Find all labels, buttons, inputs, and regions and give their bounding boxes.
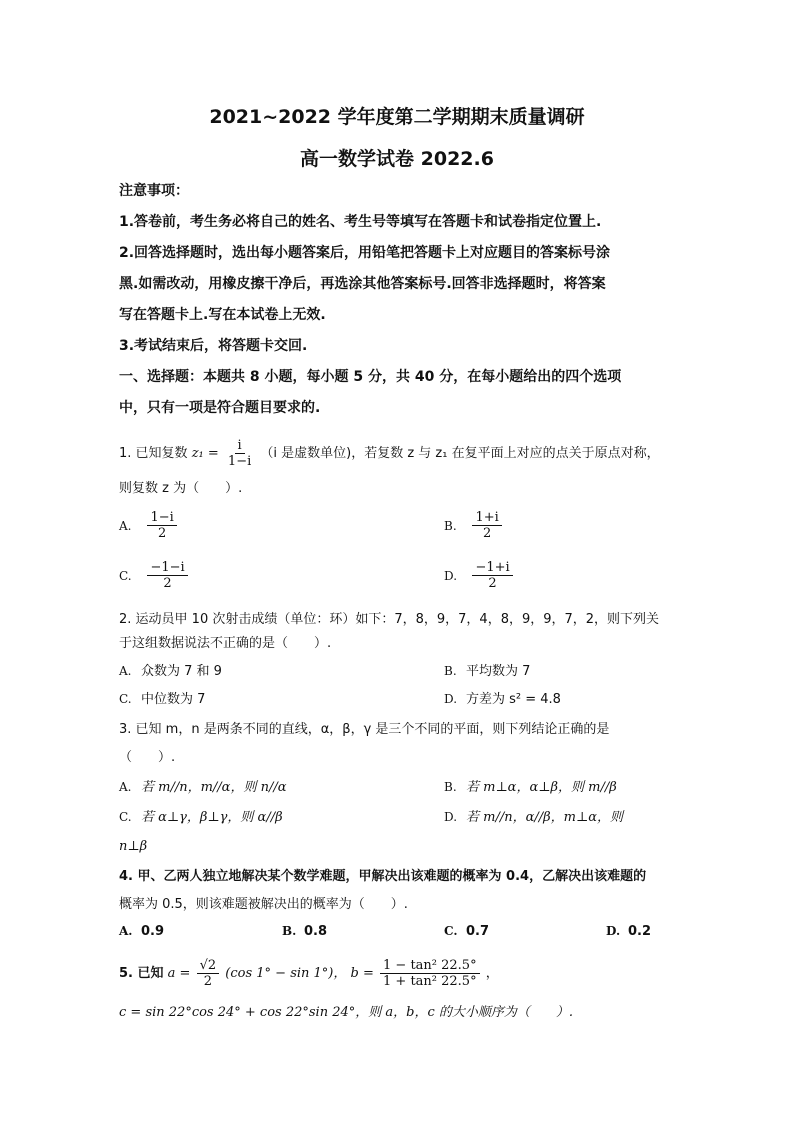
z1-fraction: $\frac{i}{1-i}$ <box>227 438 252 469</box>
question-5-line-2: c = sin 22°cos 24° + cos 22°sin 24°，则 a，b，c 的大小顺序为（ ）. <box>119 1005 574 1020</box>
question-3-line-1: 3. 已知 m，n 是两条不同的直线，α，β，γ 是三个不同的平面，则下列结论正确的是 <box>119 722 610 737</box>
q3-option-a: A. 若 m//n，m//α，则 n//α <box>119 780 287 795</box>
question-2-line-1: 2. 运动员甲 10 次射击成绩（单位：环）如下：7，8，9，7，4，8，9，9，7，2，则下列关 <box>119 612 660 627</box>
z1-label: z₁ = <box>191 446 219 461</box>
q1-option-c: C. $\frac{-1-i}{2}$ <box>119 560 190 591</box>
q3-option-d: D. 若 m//n，α//β，m⊥α，则 <box>444 810 623 825</box>
question-2-line-2: 于这组数据说法不正确的是（ ）. <box>119 636 332 651</box>
notice-item-2-line-1: 2.回答选择题时，选出每小题答案后，用铅笔把答题卡上对应题目的答案标号涂 <box>119 245 611 261</box>
q2-option-b: B. 平均数为 7 <box>444 664 531 679</box>
notice-item-1: 1.答卷前，考生务必将自己的姓名、考生号等填写在答题卡和试卷指定位置上. <box>119 214 602 230</box>
q3-option-d-continued: n⊥β <box>119 839 148 854</box>
q4-option-c: C. 0.7 <box>444 924 490 939</box>
q1-option-b: B. $\frac{1+i}{2}$ <box>444 510 504 541</box>
question-4-line-1: 4. 甲、乙两人独立地解决某个数学难题，甲解决出该难题的概率为 0.4，乙解决出该难题的 <box>119 869 647 884</box>
q4-option-a: A. 0.9 <box>119 924 165 939</box>
q2-option-c: C. 中位数为 7 <box>119 692 206 707</box>
q4-option-b: B. 0.8 <box>282 924 328 939</box>
section-heading-line-1: 一、选择题：本题共 8 小题，每小题 5 分，共 40 分，在每小题给出的四个选项 <box>119 369 622 385</box>
q2-option-a: A. 众数为 7 和 9 <box>119 664 222 679</box>
q4-option-d: D. 0.2 <box>606 924 652 939</box>
q3-option-c: C. 若 α⊥γ，β⊥γ，则 α//β <box>119 810 283 825</box>
notice-item-2-line-2: 黑.如需改动，用橡皮擦干净后，再选涂其他答案标号.回答非选择题时，将答案 <box>119 276 606 292</box>
q1-option-a: A. $\frac{1-i}{2}$ <box>119 510 179 541</box>
notice-item-3: 3.考试结束后，将答题卡交回. <box>119 338 308 354</box>
question-1: 1. 已知复数 z₁ = $\frac{i}{1-i}$ （i 是虚数单位)，若复数 z 与 z₁ 在复平面上对应的点关于原点对称， <box>119 438 660 469</box>
section-heading-line-2: 中，只有一项是符合题目要求的. <box>119 400 321 416</box>
q2-option-d: D. 方差为 s² = 4.8 <box>444 692 561 707</box>
q1-option-d: D. $\frac{-1+i}{2}$ <box>444 560 515 591</box>
question-1-line-2: 则复数 z 为（ ）. <box>119 481 243 496</box>
exam-title: 2021~2022 学年度第二学期期末质量调研 <box>209 106 585 128</box>
notice-heading: 注意事项： <box>119 183 189 199</box>
question-5-line-1: 5. 已知 a = $\frac{√2}{2}$ (cos 1° − sin 1°)， b = $\frac{\text{1 − tan² 22.5°}}{\text{1 + tan² 22.5°}}$ ， <box>119 958 499 989</box>
notice-item-2-line-3: 写在答题卡上.写在本试卷上无效. <box>119 307 326 323</box>
exam-subtitle: 高一数学试卷 2022.6 <box>300 148 494 170</box>
q3-option-b: B. 若 m⊥α，α⊥β，则 m//β <box>444 780 617 795</box>
question-4-line-2: 概率为 0.5，则该难题被解决出的概率为（ ）. <box>119 897 408 912</box>
question-3-line-2: （ ）. <box>119 750 176 765</box>
